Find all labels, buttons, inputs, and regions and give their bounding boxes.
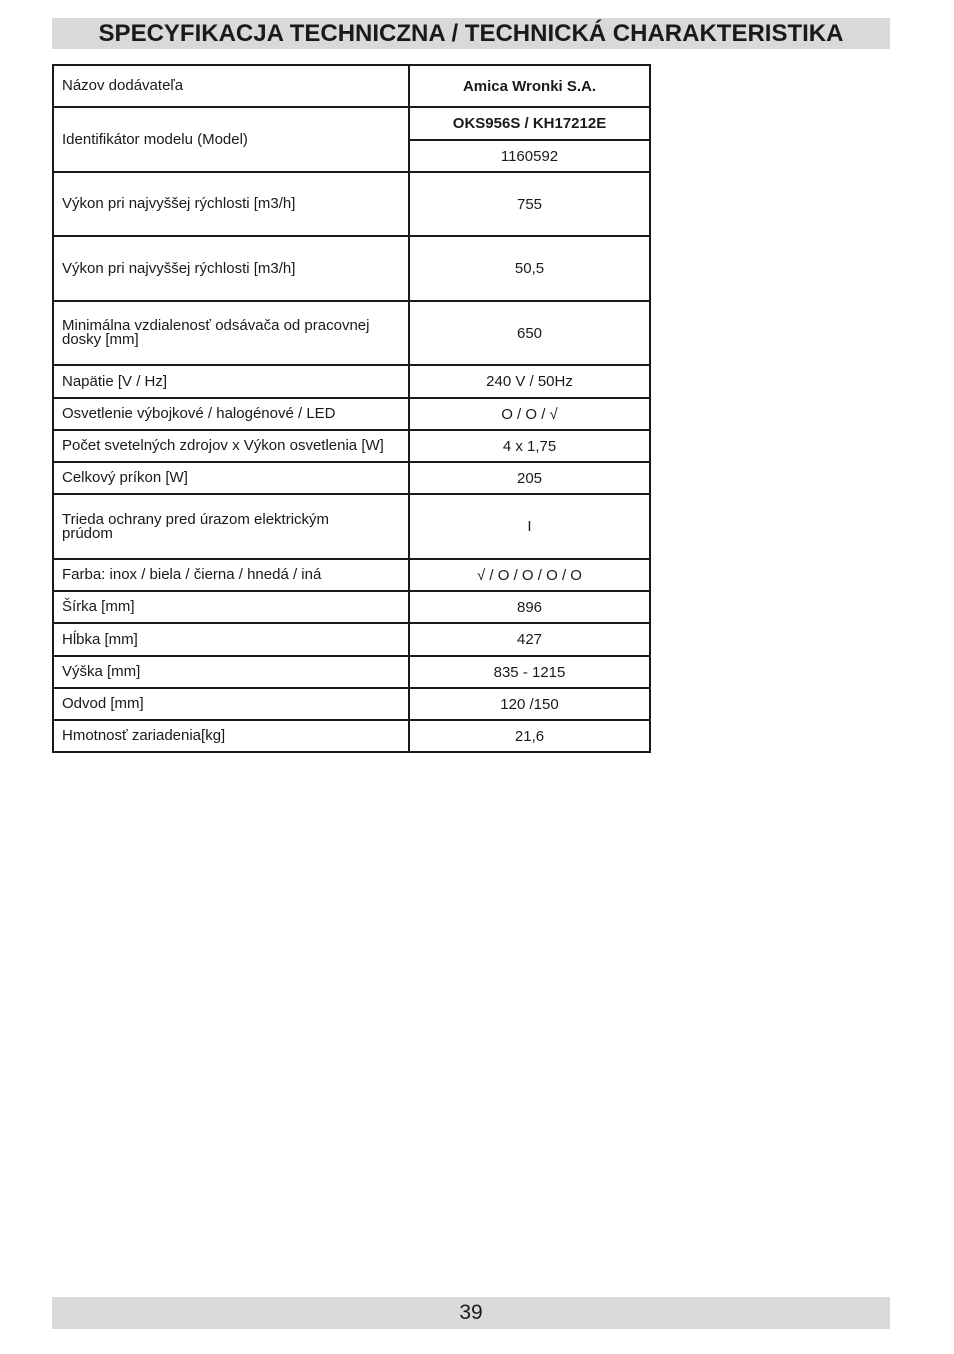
row-label: Výkon pri najvyššej rýchlosti [m3/h] — [53, 236, 409, 301]
row-value: 1160592 — [409, 140, 650, 172]
table-row — [53, 623, 650, 656]
row-label: Šírka [mm] — [53, 591, 409, 623]
table-row — [53, 398, 650, 430]
page-number: 39 — [459, 1301, 483, 1324]
row-value: 896 — [409, 591, 650, 623]
row-value: 755 — [409, 172, 650, 236]
table-row — [53, 462, 650, 494]
row-label: Farba: inox / biela / čierna / hnedá / iná — [53, 559, 409, 591]
row-value: I — [409, 494, 650, 559]
footer-bar — [52, 1297, 890, 1329]
row-label: Osvetlenie výbojkové / halogénové / LED — [53, 398, 409, 430]
row-label: Minimálna vzdialenosť odsávača od pracovnej dosky [mm] — [53, 301, 409, 365]
table-row — [53, 172, 650, 236]
table-row — [53, 559, 650, 591]
row-value: 120 /150 — [409, 688, 650, 720]
row-label: Názov dodávateľa — [53, 65, 409, 107]
spec-table — [52, 64, 651, 753]
row-label: Výkon pri najvyššej rýchlosti [m3/h] — [53, 172, 409, 236]
row-label: Počet svetelných zdrojov x Výkon osvetlenia [W] — [53, 430, 409, 462]
row-value: 50,5 — [409, 236, 650, 301]
table-row — [53, 656, 650, 688]
row-label: Výška [mm] — [53, 656, 409, 688]
table-row — [53, 494, 650, 559]
table-row — [53, 688, 650, 720]
page-title: SPECYFIKACJA TECHNICZNA / TECHNICKÁ CHARAKTERISTIKA — [98, 19, 844, 47]
row-value: Amica Wronki S.A. — [409, 65, 650, 107]
row-value: O / O / √ — [409, 398, 650, 430]
row-label: Hmotnosť zariadenia[kg] — [53, 720, 409, 752]
table-row — [53, 301, 650, 365]
table-row — [53, 365, 650, 398]
table-row — [53, 591, 650, 623]
table-row — [53, 65, 650, 107]
table-row — [53, 720, 650, 752]
row-label: Napätie [V / Hz] — [53, 365, 409, 398]
table-row — [53, 236, 650, 301]
row-value: 4 x 1,75 — [409, 430, 650, 462]
row-label: Identifikátor modelu (Model) — [53, 107, 409, 172]
row-value: OKS956S / KH17212E — [409, 107, 650, 140]
row-value: 427 — [409, 623, 650, 656]
title-bar — [52, 18, 890, 49]
row-value: 21,6 — [409, 720, 650, 752]
table-row — [53, 430, 650, 462]
row-label: Trieda ochrany pred úrazom elektrickým prúdom — [53, 494, 409, 559]
row-label: Celkový príkon [W] — [53, 462, 409, 494]
row-label: Hĺbka [mm] — [53, 623, 409, 656]
row-value: 240 V / 50Hz — [409, 365, 650, 398]
table-row — [53, 107, 650, 140]
row-label: Odvod [mm] — [53, 688, 409, 720]
row-value: √ / O / O / O / O — [409, 559, 650, 591]
row-value: 835 - 1215 — [409, 656, 650, 688]
row-value: 650 — [409, 301, 650, 365]
row-value: 205 — [409, 462, 650, 494]
